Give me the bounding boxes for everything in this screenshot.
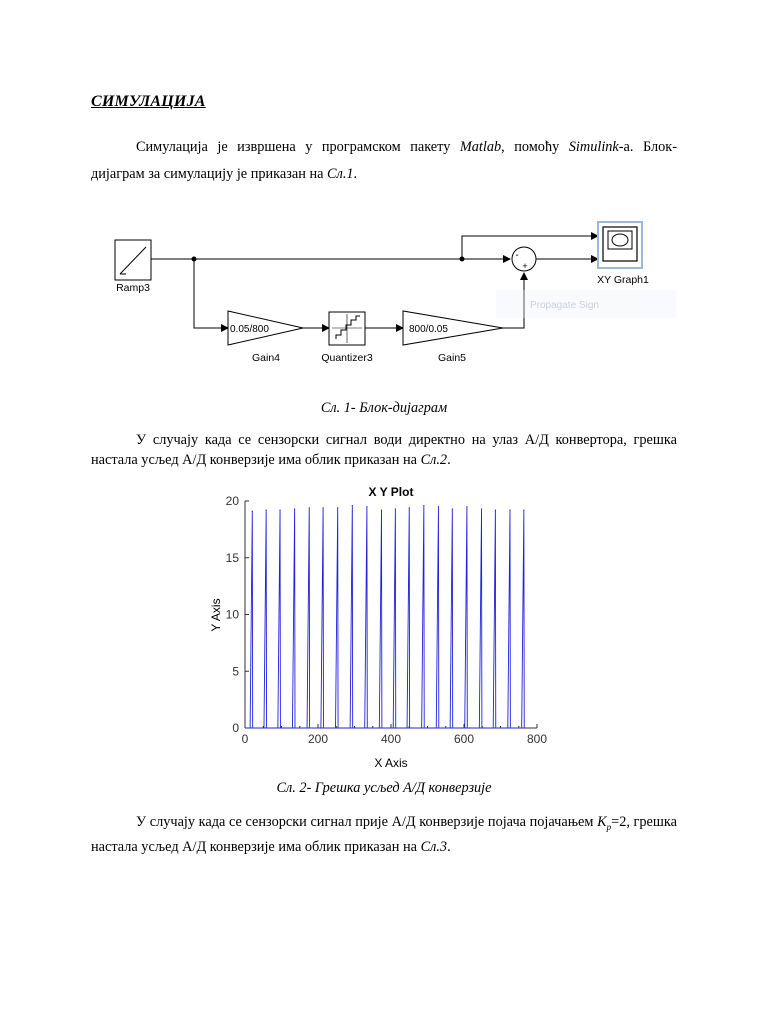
peak-point — [323, 507, 324, 508]
matlab-term: Matlab — [459, 139, 502, 155]
gain-symbol: K — [597, 814, 607, 830]
figure1-caption: Сл. 1- Блок-дијаграм — [320, 400, 448, 416]
peak-point — [423, 505, 424, 506]
text: . — [447, 452, 451, 468]
y-tick-label: 5 — [232, 664, 239, 679]
chart-axes — [226, 494, 548, 746]
peak-point — [366, 506, 367, 507]
xy-graph-label: XY Graph1 — [597, 274, 649, 286]
text: , помоћу — [501, 139, 569, 155]
peak-point — [395, 508, 396, 509]
peak-point — [279, 509, 280, 510]
sum-block[interactable] — [512, 247, 536, 271]
gain-subscript: p — [606, 821, 612, 832]
peak-point — [481, 508, 482, 509]
xy-graph-block[interactable] — [598, 222, 642, 268]
propagate-sign-tooltip — [496, 290, 676, 318]
peak-point — [294, 508, 295, 509]
y-tick-label: 15 — [225, 550, 239, 565]
paragraph-amplified — [91, 812, 677, 857]
peak-point — [466, 506, 467, 507]
peak-point — [409, 507, 410, 508]
x-tick-label: 200 — [307, 732, 329, 746]
gain4-block[interactable] — [228, 311, 303, 345]
text: У случају када се сензорски сигнал прије А/Д конверзије појача појачањем — [136, 814, 598, 830]
figure-ref: Сл.2 — [420, 452, 448, 468]
peak-point — [252, 511, 253, 512]
figure-ref: Сл.1 — [327, 166, 354, 182]
text: У случају када се сензорски сигнал води директно на улаз А/Д конвертора, грешка настала усљед А/Д конверзије има облик приказан на — [91, 432, 677, 468]
tooltip-text: Propagate Sign — [530, 300, 599, 311]
figure-ref: Сл.3 — [420, 838, 448, 855]
paragraph-intro — [91, 134, 677, 188]
y-tick-label: 20 — [225, 494, 239, 508]
text: . — [447, 838, 451, 855]
figure2-caption: Сл. 2- Грешка усљед А/Д конверзије — [276, 780, 492, 796]
peak-point — [495, 509, 496, 510]
text: -а. Блок-дијаграм за симулацију је приказан на — [91, 139, 677, 182]
x-tick-label: 800 — [526, 732, 548, 746]
x-tick-label: 0 — [241, 732, 249, 746]
text: Симулација је извршена у програмском пакету — [136, 139, 460, 155]
y-tick-label: 0 — [232, 721, 239, 735]
sum-minus-sign: - — [515, 250, 519, 261]
quantizer-label: Quantizer3 — [321, 352, 373, 364]
peak-point — [509, 509, 510, 510]
x-tick-label: 600 — [453, 732, 475, 746]
peak-point — [523, 509, 524, 510]
peak-point — [452, 508, 453, 509]
peak-point — [266, 509, 267, 510]
series-path — [245, 506, 524, 728]
y-axis-label: Y Axis — [209, 598, 223, 632]
gain5-value: 800/0.05 — [409, 324, 448, 335]
sum-plus-sign: + — [522, 261, 528, 271]
text: =2, грешка настала усљед А/Д конверзије има облик приказан на — [91, 814, 677, 855]
gain4-label: Gain4 — [251, 352, 281, 364]
chart-series-line — [245, 505, 524, 728]
section-heading: СИМУЛАЦИЈА — [91, 93, 206, 110]
peak-point — [381, 509, 382, 510]
quantizer-block[interactable] — [329, 312, 365, 345]
peak-point — [352, 505, 353, 506]
x-tick-label: 400 — [380, 732, 402, 746]
x-axis-label: X Axis — [374, 756, 408, 770]
peak-point — [438, 506, 439, 507]
xy-plot-chart — [195, 478, 565, 774]
text: . — [353, 166, 358, 182]
peak-point — [309, 507, 310, 508]
y-tick-label: 10 — [225, 607, 239, 622]
peak-point — [337, 507, 338, 508]
gain5-label: Gain5 — [437, 352, 467, 364]
ramp-block[interactable] — [115, 240, 151, 280]
gain5-block[interactable] — [403, 311, 503, 345]
paragraph-direct-input — [91, 430, 677, 470]
chart-title: X Y Plot — [368, 485, 414, 499]
gain4-value: 0.05/800 — [230, 324, 269, 335]
ramp-label: Ramp3 — [116, 282, 150, 294]
simulink-term: Simulink — [568, 139, 619, 155]
block-diagram — [100, 208, 690, 368]
